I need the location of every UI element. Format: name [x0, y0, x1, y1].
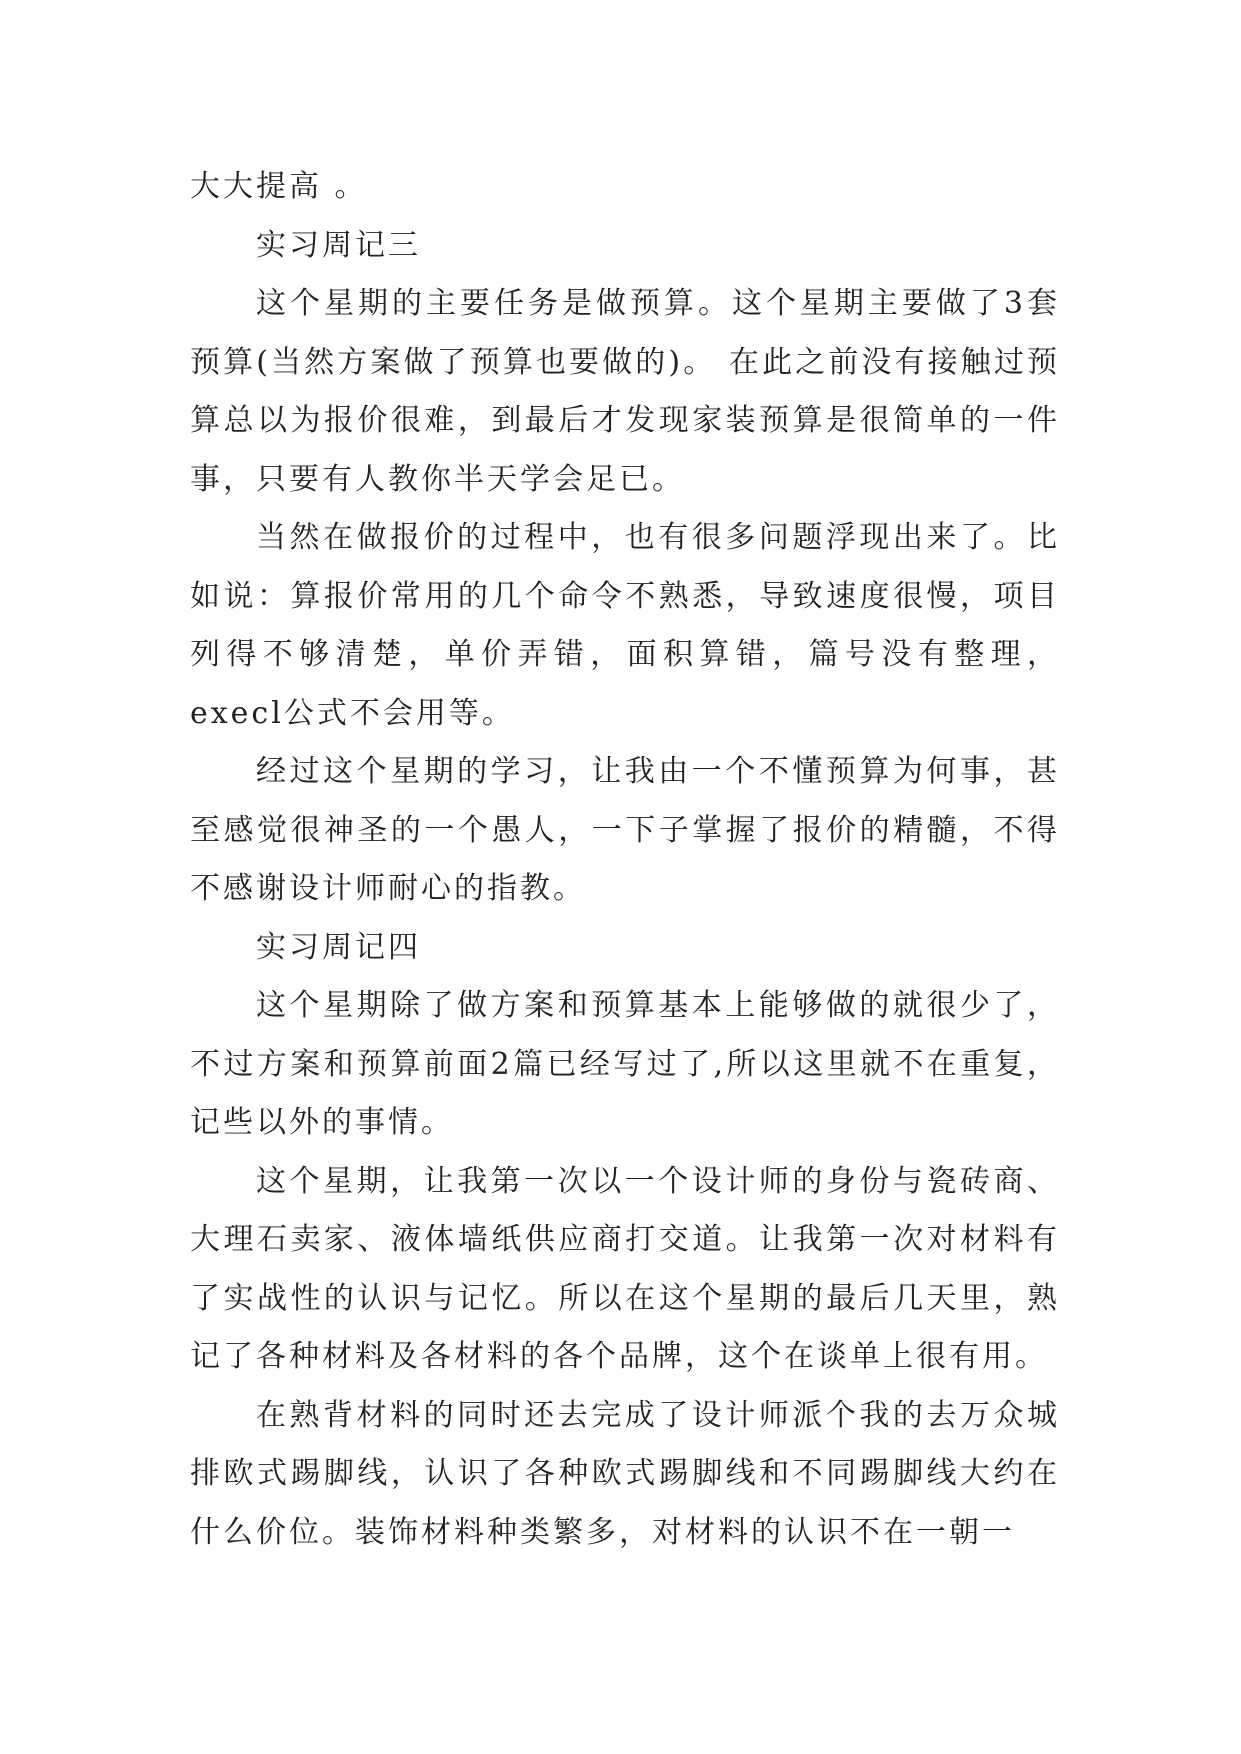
paragraph: 大大提高 。	[190, 169, 368, 204]
paragraph: 这个星期，让我第一次以一个设计师的身份与瓷砖商、大理石卖家、液体墙纸供应商打交道。让我第一次对材料有了实战性的认识与记忆。所以在这个星期的最后几天里，熟记了各种材料及各材料的各个品牌，这个在谈单上很有用。	[190, 1163, 1060, 1374]
section-heading: 实习周记三	[256, 227, 421, 263]
paragraph: 经过这个星期的学习，让我由一个不懂预算为何事，甚至感觉很神圣的一个愚人，一下子掌握了报价的精髓，不得不感谢设计师耐心的指教。	[190, 754, 1060, 906]
paragraph: 这个星期除了做方案和预算基本上能够做的就很少了，不过方案和预算前面2篇已经写过了,所以这里就不在重复，记些以外的事情。	[190, 988, 1060, 1140]
document-body	[190, 158, 1060, 1562]
paragraph: 这个星期的主要任务是做预算。这个星期主要做了3套预算(当然方案做了预算也要做的)。 在此之前没有接触过预算总以为报价很难，到最后才发现家装预算是很简单的一件事，只要有人教你半天学会足已。	[190, 286, 1060, 497]
section-heading: 实习周记四	[256, 929, 421, 965]
paragraph: 当然在做报价的过程中，也有很多问题浮现出来了。比如说：算报价常用的几个命令不熟悉，导致速度很慢，项目列得不够清楚，单价弄错，面积算错，篇号没有整理，execl公式不会用等。	[190, 520, 1060, 731]
paragraph: 在熟背材料的同时还去完成了设计师派个我的去万众城排欧式踢脚线，认识了各种欧式踢脚线和不同踢脚线大约在什么价位。装饰材料种类繁多，对材料的认识不在一朝一	[190, 1397, 1060, 1550]
